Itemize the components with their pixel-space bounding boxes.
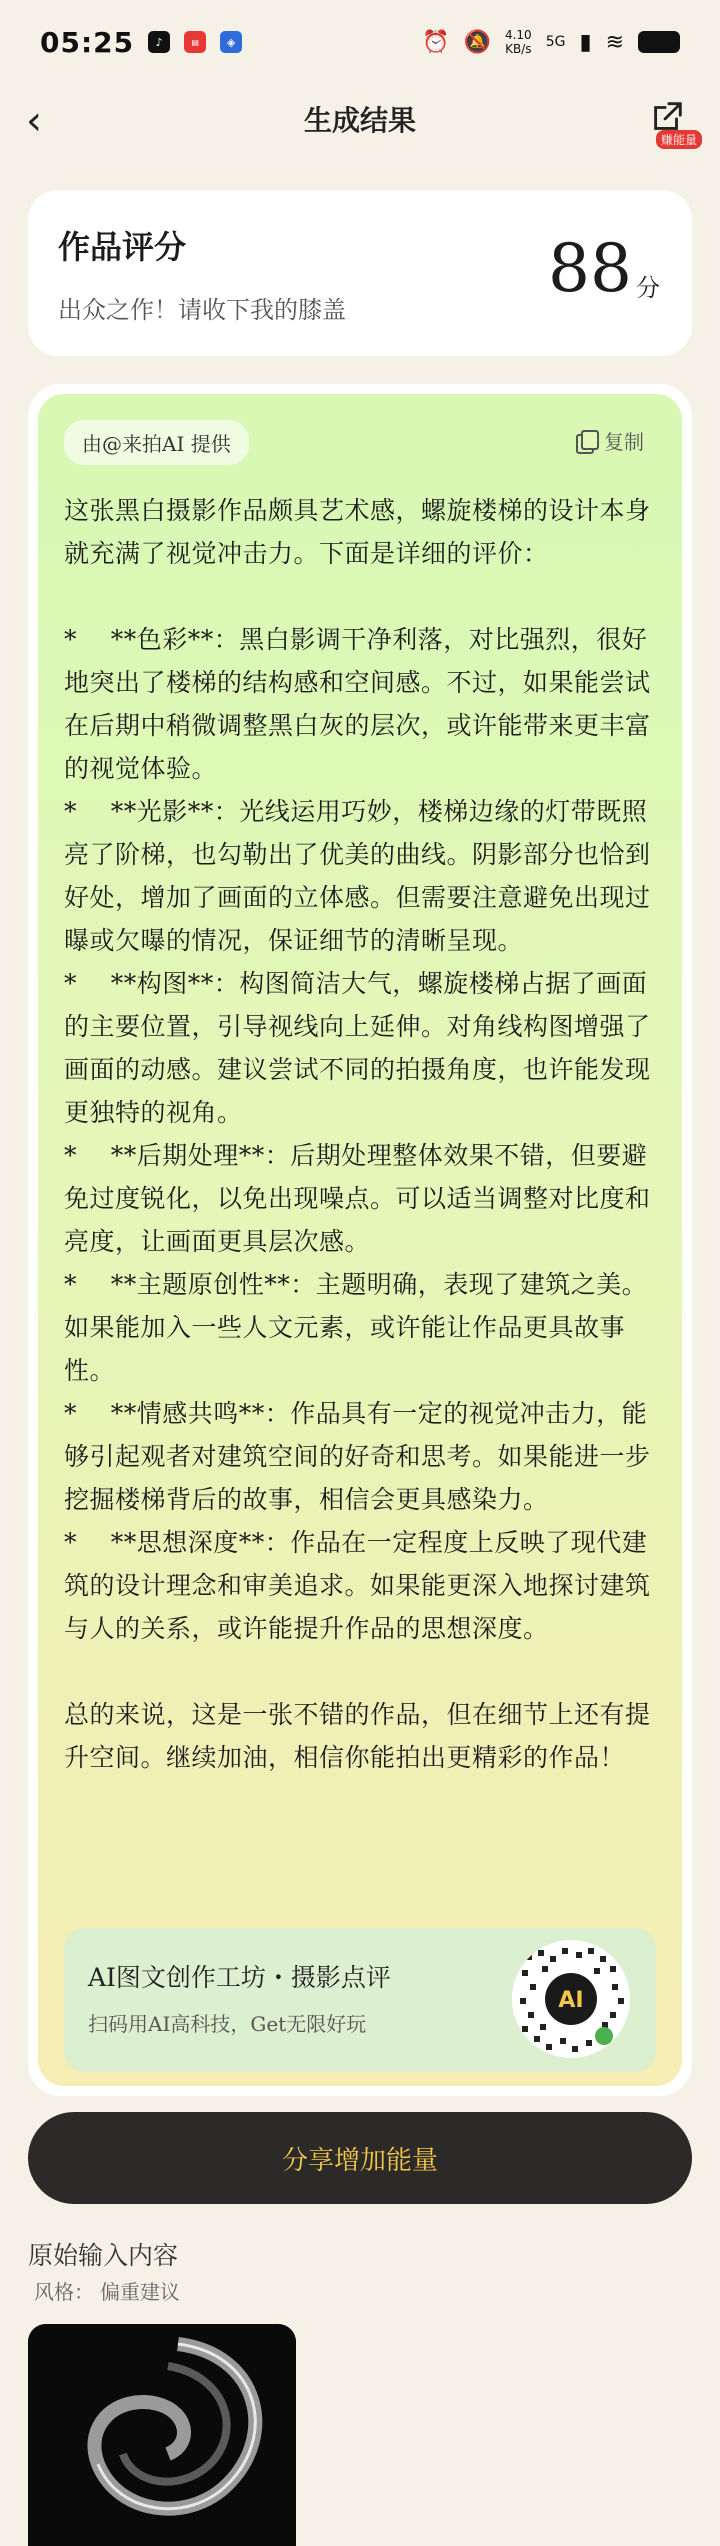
promo-subtitle: 扫码用AI高科技，Get无限好玩 xyxy=(88,2012,367,2036)
qr-code-icon xyxy=(512,1940,630,2058)
status-bar xyxy=(0,0,720,84)
network-type: 5G xyxy=(545,34,566,50)
tiktok-icon: ♪ xyxy=(148,31,170,53)
network-speed: 4.10 KB/s xyxy=(504,28,532,56)
style-label: 风格： xyxy=(34,2280,94,2304)
earn-energy-badge: 赚能量 xyxy=(656,130,702,149)
spiral-staircase-photo xyxy=(28,2324,296,2546)
evaluation-card xyxy=(38,394,682,2086)
score-value: 88 xyxy=(548,230,632,307)
alarm-icon: ⏰ xyxy=(422,29,450,55)
app-notification-icon: ◈ xyxy=(220,31,242,53)
provider-tag: 由@来拍AI 提供 xyxy=(64,420,249,465)
share-button[interactable] xyxy=(648,98,697,147)
page-title: 生成结果 xyxy=(303,104,416,137)
original-photo-thumbnail[interactable] xyxy=(28,2324,296,2546)
promo-banner[interactable] xyxy=(64,1928,656,2072)
copy-label: 复制 xyxy=(604,430,644,454)
battery-icon xyxy=(638,31,680,53)
original-style xyxy=(28,2276,180,2305)
score-subtitle: 出众之作！请收下我的膝盖 xyxy=(58,296,346,324)
score-title: 作品评分 xyxy=(58,222,186,268)
news-app-icon: ▤ xyxy=(184,31,206,53)
original-input-title: 原始输入内容 xyxy=(28,2241,179,2270)
evaluation-text: 这张黑白摄影作品颇具艺术感，螺旋楼梯的设计本身就充满了视觉冲击力。下面是详细的评价： * **色彩**：黑白影调干净利落，对比强烈，很好地突出了楼梯的结构感和空间感。不过，如果能尝试在后期中稍微调整黑白灰的层次，或许能带来更丰富的视觉体验。 * **光影**：光线运用巧妙，楼梯边缘的灯带既照亮了阶梯，也勾勒出了优美的曲线。阴影部分也恰到好处，增加了画面的立体感。但需要注意避免出现过曝或欠曝的情况，保证细节的清晰呈现。 * **构图**：构图简洁大气，螺旋楼梯占据了画面的主要位置，引导视线向上延伸。对角线构图增强了画面的动感。建议尝试不同的拍摄角度，也许能发现更独特的视角。 * **后期处理**：后期处理整体效果不错，但要避免过度锐化，以免出现噪点。可以适当调整对比度和亮度，让画面更具层次感。 * **主题原创性**：主题明确，表现了建筑之美。如果能加入一些人文元素，或许能让作品更具故事性。 * **情感共鸣**：作品具有一定的视觉冲击力，能够引起观者对建筑空间的好奇和思考。如果能进一步挖掘楼梯背后的故事，相信会更具感染力。 * **思想深度**：作品在一定程度上反映了现代建筑的设计理念和审美追求。如果能更深入地探讨建筑与人的关系，或许能提升作品的思想深度。 总的来说，这是一张不错的作品，但在细节上还有提升空间。继续加油，相信你能拍出更精彩的作品！ xyxy=(64,496,651,1772)
copy-icon xyxy=(576,430,596,452)
share-energy-button[interactable]: 分享增加能量 xyxy=(28,2112,692,2204)
navigation-bar xyxy=(0,84,720,154)
qr-code xyxy=(512,1940,630,2058)
score-card xyxy=(28,190,692,356)
back-chevron-icon[interactable]: ‹ xyxy=(26,98,42,144)
style-value: 偏重建议 xyxy=(100,2280,180,2304)
evaluation-panel xyxy=(28,384,692,2096)
svg-text:AI: AI xyxy=(558,1988,584,2013)
wifi-icon: ≋ xyxy=(605,29,624,55)
status-time: 05:25 xyxy=(40,25,135,59)
signal-icon: ▮ xyxy=(579,29,592,55)
mute-icon: 🔕 xyxy=(463,29,491,55)
promo-title: AI图文创作工坊・摄影点评 xyxy=(88,1963,391,1992)
copy-button[interactable] xyxy=(576,426,644,455)
score-unit: 分 xyxy=(636,274,660,302)
